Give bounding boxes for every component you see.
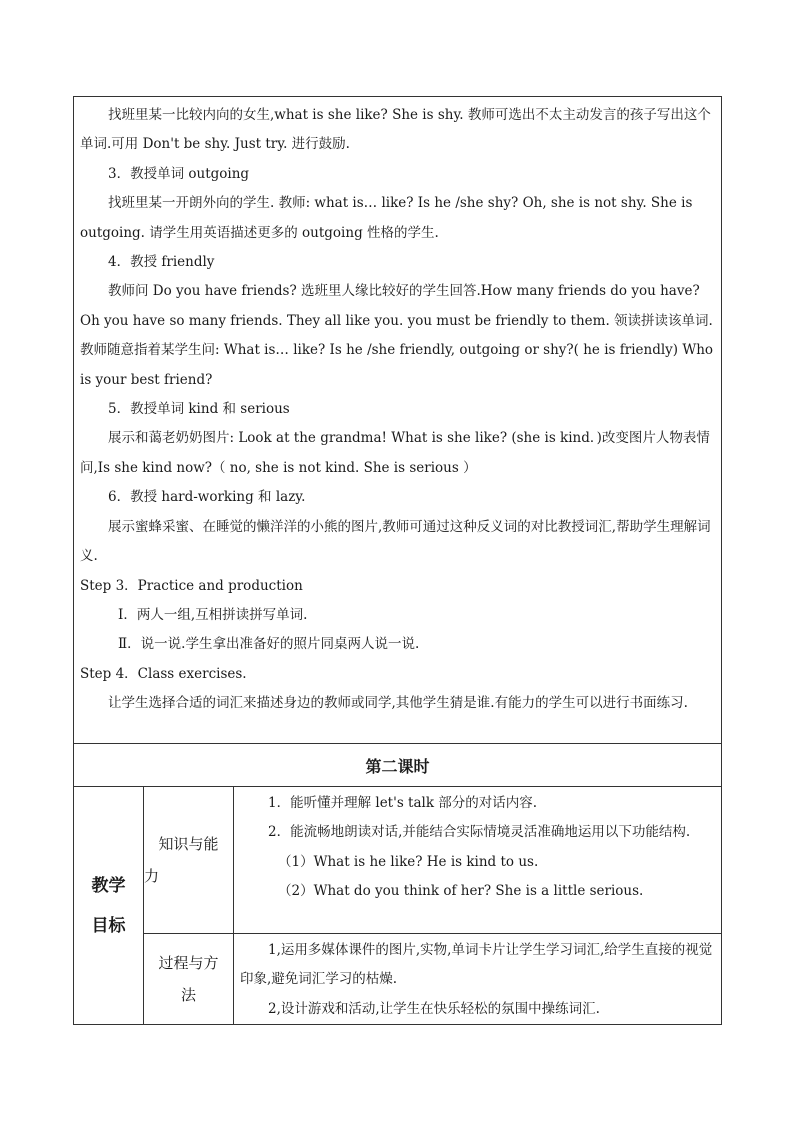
knowledge-content [234,787,721,907]
paragraph: Step 3．Practice and production [80,577,303,594]
process-content [234,934,721,1024]
process-label: 过程与方 法 [144,934,234,1025]
paragraph: Ⅱ．说一说.学生拿出准备好的照片同桌两人说一说. [118,636,420,653]
paragraph: 2．能流畅地朗读对话,并能结合实际情境灵活准确地运用以下功能结构. [268,824,691,841]
paragraph: 5．教授单词 kind 和 serious [108,401,290,418]
lesson-title: 第二课时 [74,744,722,787]
paragraph: 3．教授单词 outgoing [108,165,250,182]
paragraph: 找班里某一比较内向的女生,what is she like? She is shy. 教师可选出不太主动发言的孩子写出这个单词.可用 Don't be shy. Just try. 进行鼓励. [80,107,711,153]
paragraph: 展示蜜蜂采蜜、在睡觉的懒洋洋的小熊的图片,教师可通过这种反义词的对比教授词汇,帮助学生理解词义. [80,518,711,565]
lesson-title-row [74,744,722,787]
paragraph: 1．能听懂并理解 let's talk 部分的对话内容. [268,795,538,811]
lesson-plan-table [73,96,722,1025]
objectives-label: 教学 目标 [74,787,144,1025]
paragraph: （1）What is he like? He is kind to us. [278,853,539,870]
paragraph: 1,运用多媒体课件的图片,实物,单词卡片让学生学习词汇,给学生直接的视觉印象,避免词汇学习的枯燥. [240,942,713,988]
paragraph: 教师问 Do you have friends? 选班里人缘比较好的学生回答.How many friends do you have? Oh you have so many friends. They all like you. you must be friendly to them. 领读拼读该单词. 教师随意指着某学生问: What is… like? Is he /she friendly, outgoing or shy?( he is friendly) Who is your best friend? [80,283,714,388]
steps-row [74,97,722,744]
teaching-steps-content [74,97,721,719]
paragraph: 展示和蔼老奶奶图片: Look at the grandma! What is she like? (she is kind．)改变图片人物表情问,Is she kind now?（ no, she is not kind. She is serious ） [80,430,710,476]
paragraph: 4．教授 friendly [108,254,215,271]
paragraph: 找班里某一开朗外向的学生. 教师: what is… like? Is he /she shy? Oh, she is not shy. She is outgoing. 请学生用英语描述更多的 outgoing 性格的学生. [80,195,693,241]
lesson-plan-page [73,96,721,1025]
knowledge-label: 知识与能 力 [144,787,234,934]
paragraph: 2,设计游戏和活动,让学生在快乐轻松的氛围中操练词汇. [268,1000,600,1017]
knowledge-row [74,787,722,934]
paragraph: Step 4．Class exercises. [80,665,247,682]
paragraph: 让学生选择合适的词汇来描述身边的教师或同学,其他学生猜是谁.有能力的学生可以进行书面练习. [108,695,688,712]
paragraph: 6．教授 hard-working 和 lazy. [108,489,306,506]
paragraph: Ⅰ．两人一组,互相拼读拼写单词. [118,606,308,623]
process-row [74,934,722,1025]
paragraph: （2）What do you think of her? She is a little serious. [278,883,644,900]
